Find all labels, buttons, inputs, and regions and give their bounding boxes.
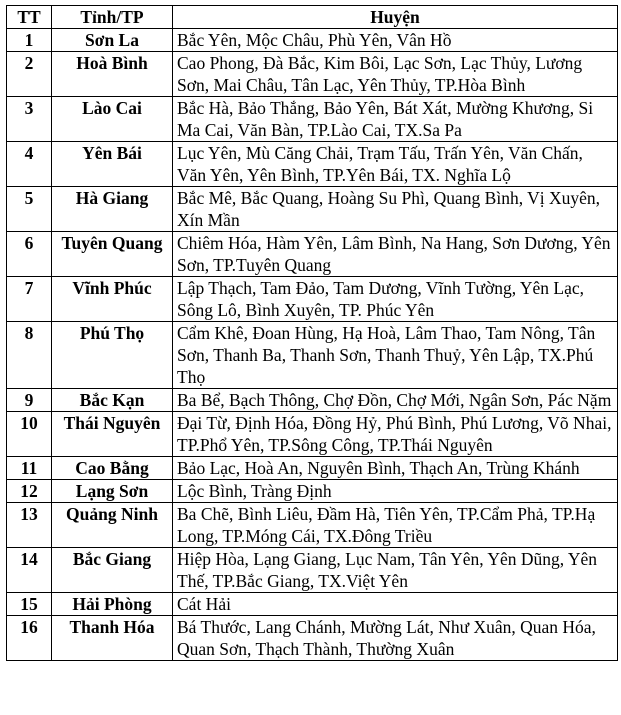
province-name: Quảng Ninh (52, 503, 173, 548)
district-list: Lộc Bình, Tràng Định (173, 480, 618, 503)
header-tt: TT (7, 6, 52, 29)
header-districts: Huyện (173, 6, 618, 29)
province-name: Thanh Hóa (52, 616, 173, 661)
province-name: Lào Cai (52, 97, 173, 142)
province-name: Lạng Sơn (52, 480, 173, 503)
table-row (7, 187, 618, 232)
district-list: Đại Từ, Định Hóa, Đồng Hỷ, Phú Bình, Phú Lương, Võ Nhai, TP.Phổ Yên, TP.Sông Công, TP.Thái Nguyên (173, 412, 618, 457)
row-number: 6 (7, 232, 52, 277)
district-list: Chiêm Hóa, Hàm Yên, Lâm Bình, Na Hang, Sơn Dương, Yên Sơn, TP.Tuyên Quang (173, 232, 618, 277)
province-name: Bắc Kạn (52, 389, 173, 412)
province-name: Vĩnh Phúc (52, 277, 173, 322)
row-number: 12 (7, 480, 52, 503)
row-number: 7 (7, 277, 52, 322)
row-number: 11 (7, 457, 52, 480)
table-row (7, 548, 618, 593)
row-number: 15 (7, 593, 52, 616)
table-row (7, 322, 618, 389)
row-number: 10 (7, 412, 52, 457)
row-number: 13 (7, 503, 52, 548)
district-list: Bắc Hà, Bảo Thắng, Bảo Yên, Bát Xát, Mường Khương, Si Ma Cai, Văn Bàn, TP.Lào Cai, TX.Sa Pa (173, 97, 618, 142)
district-list: Cẩm Khê, Đoan Hùng, Hạ Hoà, Lâm Thao, Tam Nông, Tân Sơn, Thanh Ba, Thanh Sơn, Thanh Thuỷ, Yên Lập, TX.Phú Thọ (173, 322, 618, 389)
row-number: 2 (7, 52, 52, 97)
province-name: Hải Phòng (52, 593, 173, 616)
province-name: Bắc Giang (52, 548, 173, 593)
row-number: 14 (7, 548, 52, 593)
district-list: Lục Yên, Mù Căng Chải, Trạm Tấu, Trấn Yên, Văn Chấn, Văn Yên, Yên Bình, TP.Yên Bái, TX. Nghĩa Lộ (173, 142, 618, 187)
table-row (7, 97, 618, 142)
row-number: 4 (7, 142, 52, 187)
table-row (7, 412, 618, 457)
table-row (7, 503, 618, 548)
table-row (7, 389, 618, 412)
district-list: Cát Hải (173, 593, 618, 616)
district-list: Bắc Yên, Mộc Châu, Phù Yên, Vân Hồ (173, 29, 618, 52)
table-row (7, 29, 618, 52)
district-list: Bá Thước, Lang Chánh, Mường Lát, Như Xuân, Quan Hóa, Quan Sơn, Thạch Thành, Thường Xuân (173, 616, 618, 661)
district-list: Bảo Lạc, Hoà An, Nguyên Bình, Thạch An, Trùng Khánh (173, 457, 618, 480)
district-list: Bắc Mê, Bắc Quang, Hoàng Su Phì, Quang Bình, Vị Xuyên, Xín Mần (173, 187, 618, 232)
table-row (7, 232, 618, 277)
province-name: Sơn La (52, 29, 173, 52)
header-province: Tỉnh/TP (52, 6, 173, 29)
table-row (7, 480, 618, 503)
table-row (7, 593, 618, 616)
province-name: Cao Bằng (52, 457, 173, 480)
district-list: Ba Bể, Bạch Thông, Chợ Đồn, Chợ Mới, Ngân Sơn, Pác Nặm (173, 389, 618, 412)
row-number: 1 (7, 29, 52, 52)
district-list: Lập Thạch, Tam Đảo, Tam Dương, Vĩnh Tường, Yên Lạc, Sông Lô, Bình Xuyên, TP. Phúc Yên (173, 277, 618, 322)
district-list: Hiệp Hòa, Lạng Giang, Lục Nam, Tân Yên, Yên Dũng, Yên Thế, TP.Bắc Giang, TX.Việt Yên (173, 548, 618, 593)
province-name: Thái Nguyên (52, 412, 173, 457)
row-number: 16 (7, 616, 52, 661)
province-name: Hoà Bình (52, 52, 173, 97)
table-row (7, 457, 618, 480)
row-number: 8 (7, 322, 52, 389)
province-name: Hà Giang (52, 187, 173, 232)
header-row (7, 6, 618, 29)
province-name: Tuyên Quang (52, 232, 173, 277)
table-row (7, 142, 618, 187)
row-number: 5 (7, 187, 52, 232)
row-number: 3 (7, 97, 52, 142)
districts-table (6, 5, 618, 661)
table-row (7, 616, 618, 661)
province-name: Phú Thọ (52, 322, 173, 389)
table-row (7, 277, 618, 322)
district-list: Cao Phong, Đà Bắc, Kim Bôi, Lạc Sơn, Lạc Thủy, Lương Sơn, Mai Châu, Tân Lạc, Yên Thủy, TP.Hòa Bình (173, 52, 618, 97)
table-body (7, 29, 618, 661)
row-number: 9 (7, 389, 52, 412)
table-row (7, 52, 618, 97)
district-list: Ba Chẽ, Bình Liêu, Đầm Hà, Tiên Yên, TP.Cẩm Phả, TP.Hạ Long, TP.Móng Cái, TX.Đông Triều (173, 503, 618, 548)
province-name: Yên Bái (52, 142, 173, 187)
